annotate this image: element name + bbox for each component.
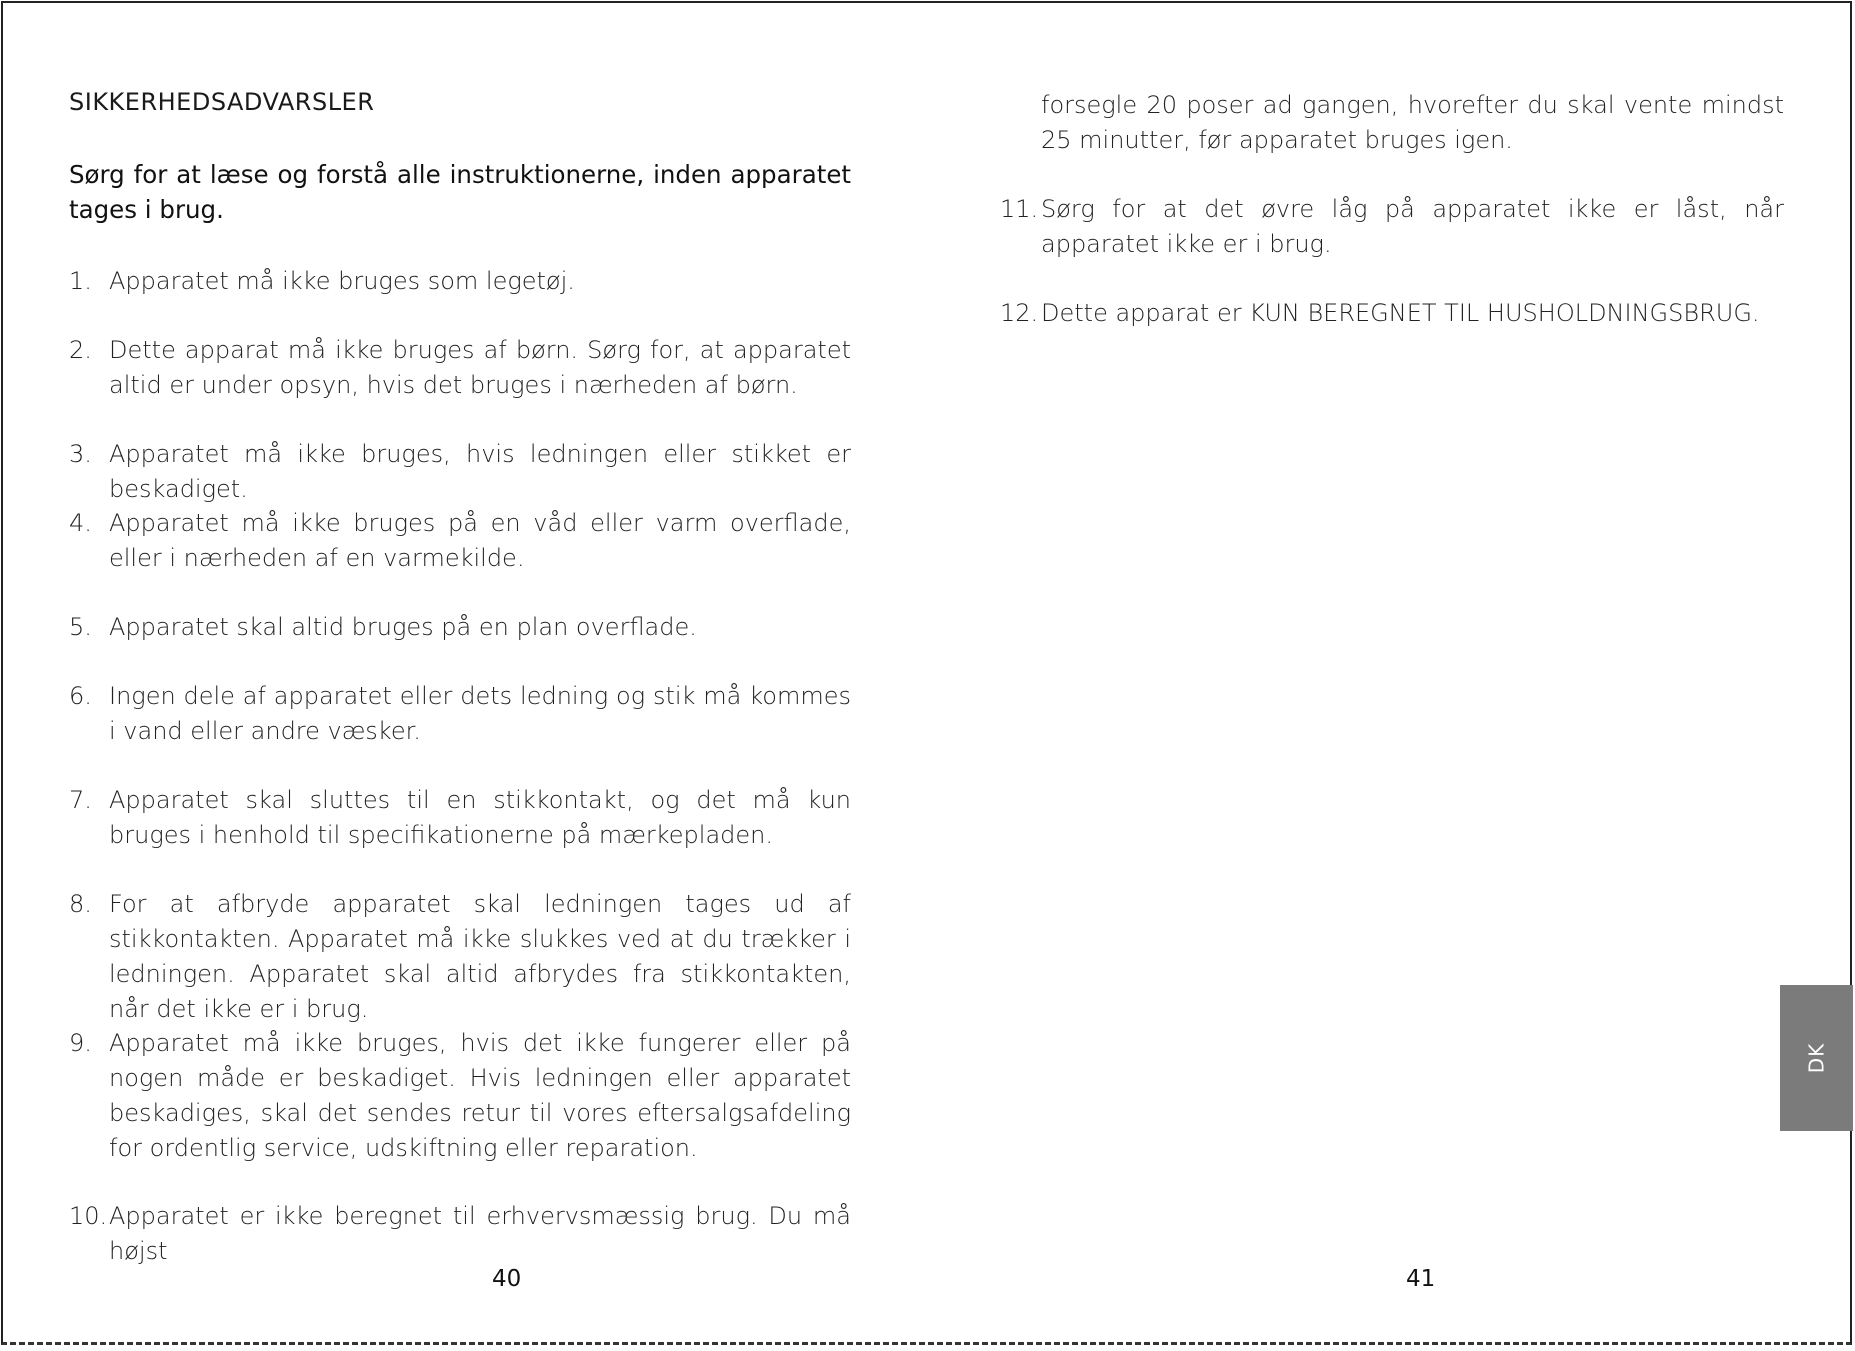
item-number: 8.	[69, 890, 92, 918]
item-number: 9.	[69, 1029, 92, 1057]
item-number: 7.	[69, 786, 92, 814]
item-text: Sørg for at det øvre låg på apparatet ikke er låst, når apparatet ikke er i brug.	[1041, 195, 1784, 258]
page-number: 40	[492, 1266, 522, 1292]
item-text: Ingen dele af apparatet eller dets ledning og stik må kommes i vand eller andre væsker.	[109, 682, 851, 745]
item-text: For at afbryde apparatet skal ledningen tages ud af stikkontakten. Apparatet må ikke slukkes ved at du trækker i ledningen. Apparatet skal altid afbrydes fra stikkontakten, når det ikke er i brug.	[109, 890, 851, 1023]
item-text: Apparatet må ikke bruges på en våd eller varm overflade, eller i nærheden af en varmekilde.	[109, 509, 851, 572]
list-item	[69, 333, 851, 403]
list-item	[69, 264, 851, 299]
list-item	[69, 1026, 851, 1166]
item-text: Apparatet må ikke bruges, hvis det ikke fungerer eller på nogen måde er beskadiget. Hvis ledningen eller apparatet beskadiges, skal det sendes retur til vores eftersalgsafdeling for ordentlig service, udskiftning eller reparation.	[109, 1029, 851, 1162]
item-text: Apparatet må ikke bruges som legetøj.	[109, 267, 575, 295]
item-text: forsegle 20 poser ad gangen, hvorefter du skal vente mindst 25 minutter, før apparatet bruges igen.	[1041, 91, 1784, 154]
section-heading: SIKKERHEDSADVARSLER	[69, 88, 375, 116]
item-text: Dette apparat er KUN BEREGNET TIL HUSHOLDNINGSBRUG.	[1041, 299, 1760, 327]
list-item	[69, 610, 851, 645]
item-number: 11.	[1000, 195, 1039, 223]
language-tab	[1780, 985, 1853, 1131]
item-text: Apparatet er ikke beregnet til erhvervsmæssig brug. Du må højst	[109, 1202, 851, 1265]
item-number: 12.	[1000, 299, 1039, 327]
intro-paragraph: Sørg for at læse og forstå alle instruktionerne, inden apparatet tages i brug.	[69, 160, 851, 224]
item-number: 10.	[69, 1202, 108, 1230]
item-number: 2.	[69, 336, 92, 364]
item-text: Apparatet skal sluttes til en stikkontakt, og det må kun bruges i henhold til specifikationerne på mærkepladen.	[109, 786, 851, 849]
list-item	[1000, 296, 1784, 331]
list-item	[69, 437, 851, 507]
item-number: 1.	[69, 267, 92, 295]
list-item-continuation	[1000, 88, 1784, 158]
language-tab-label: DK	[1804, 1042, 1829, 1074]
list-item	[1000, 192, 1784, 262]
list-item	[69, 783, 851, 853]
item-number: 6.	[69, 682, 92, 710]
list-item	[69, 679, 851, 749]
page-number: 41	[1406, 1266, 1436, 1292]
list-item	[69, 506, 851, 576]
list-item	[69, 887, 851, 1027]
list-item	[69, 1199, 851, 1269]
item-text: Apparatet skal altid bruges på en plan overflade.	[109, 613, 697, 641]
item-text: Apparatet må ikke bruges, hvis ledningen eller stikket er beskadiget.	[109, 440, 851, 503]
item-number: 3.	[69, 440, 92, 468]
item-number: 4.	[69, 509, 92, 537]
item-number: 5.	[69, 613, 92, 641]
item-text: Dette apparat må ikke bruges af børn. Sørg for, at apparatet altid er under opsyn, hvis det bruges i nærheden af børn.	[109, 336, 851, 399]
